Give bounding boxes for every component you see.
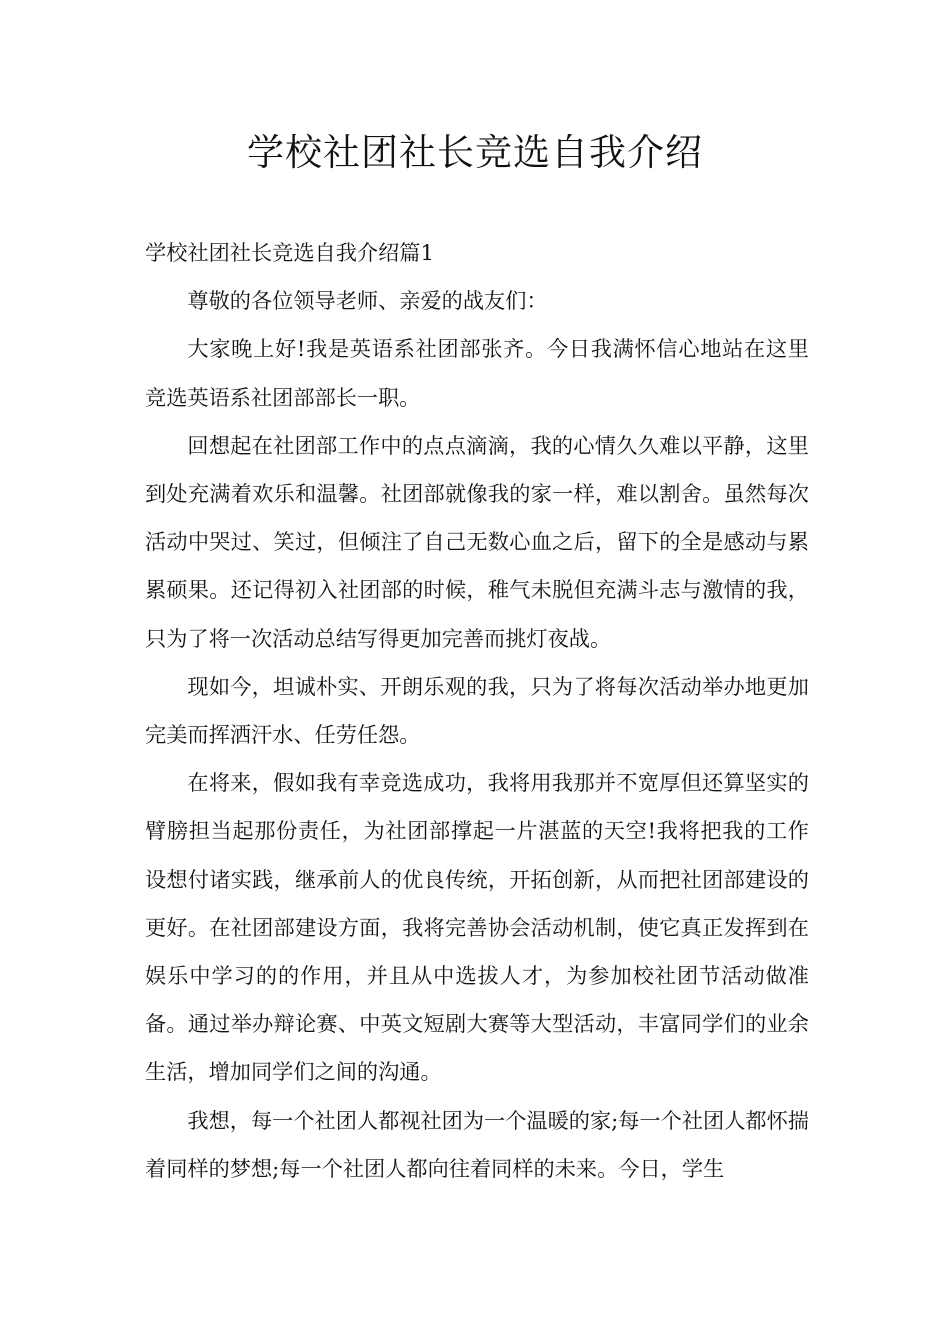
paragraph-greeting: 大家晚上好!我是英语系社团部张齐。今日我满怀信心地站在这里竞选英语系社团部部长一职。 xyxy=(145,336,809,410)
document-title: 学校社团社长竞选自我介绍 xyxy=(247,131,703,174)
section-heading: 学校社团社长竞选自我介绍篇1 xyxy=(145,240,434,265)
paragraph-present: 现如今，坦诚朴实、开朗乐观的我，只为了将每次活动举办地更加完美而挥洒汗水、任劳任怨。 xyxy=(145,673,809,748)
paragraph-salutation: 尊敬的各位领导老师、亲爱的战友们： xyxy=(187,288,548,314)
paragraph-recollection: 回想起在社团部工作中的点点滴滴，我的心情久久难以平静，这里到处充满着欢乐和温馨。社团部就像我的家一样，难以割舍。虽然每次活动中哭过、笑过，但倾注了自己无数心血之后，留下的全是感动与累累硕果。还记得初入社团部的时候，稚气未脱但充满斗志与激情的我，只为了将一次活动总结写得更加完善而挑灯夜战。 xyxy=(145,432,809,651)
paragraph-future-plans: 在将来，假如我有幸竞选成功，我将用我那并不宽厚但还算坚实的臂膀担当起那份责任，为社团部撑起一片湛蓝的天空!我将把我的工作设想付诸实践，继承前人的优良传统，开拓创新，从而把社团部建设的更好。在社团部建设方面，我将完善协会活动机制，使它真正发挥到在娱乐中学习的的作用，并且从中选拔人才，为参加校社团节活动做准备。通过举办辩论赛、中英文短剧大赛等大型活动，丰富同学们的业余生活，增加同学们之间的沟通。 xyxy=(145,770,809,1085)
paragraph-closing: 我想，每一个社团人都视社团为一个温暖的家;每一个社团人都怀揣着同样的梦想;每一个社团人都向往着同样的未来。今日，学生 xyxy=(145,1107,809,1181)
document-body xyxy=(145,229,809,1193)
